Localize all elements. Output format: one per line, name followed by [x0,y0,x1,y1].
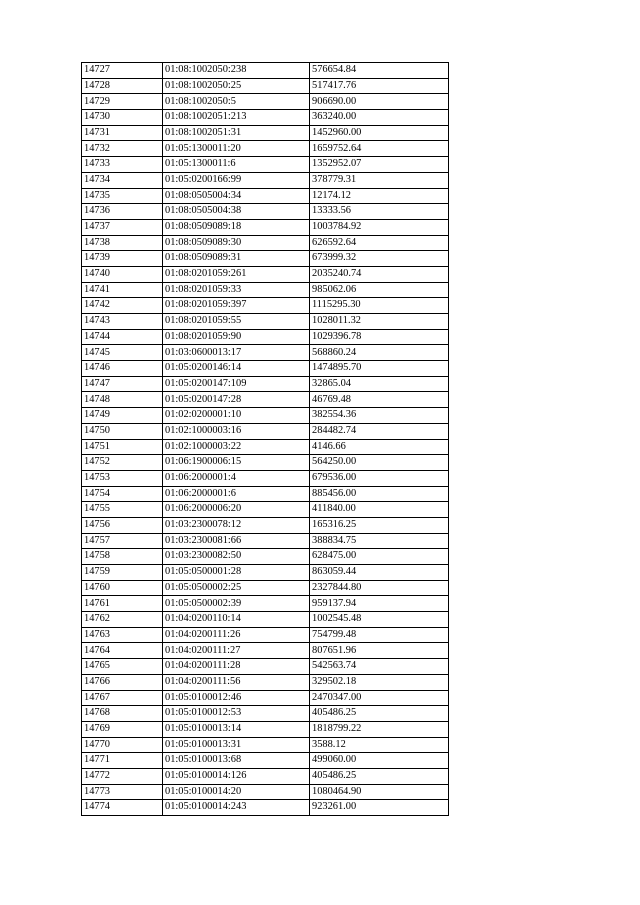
cadastral-number-cell: 01:05:0500002:39 [163,596,310,612]
table-row [82,455,449,471]
table-row [82,737,449,753]
cadastral-number-cell: 01:05:0500001:28 [163,565,310,581]
value-cell: 906690.00 [310,94,449,110]
cadastral-number-cell: 01:05:1300011:20 [163,141,310,157]
value-cell: 363240.00 [310,110,449,126]
row-number-cell: 14771 [82,753,163,769]
row-number-cell: 14766 [82,674,163,690]
table-row [82,392,449,408]
row-number-cell: 14733 [82,157,163,173]
table-row [82,63,449,79]
cadastral-number-cell: 01:04:0200111:56 [163,674,310,690]
table-row [82,753,449,769]
table-row [82,345,449,361]
cadastral-number-cell: 01:05:0500002:25 [163,580,310,596]
row-number-cell: 14747 [82,376,163,392]
value-cell: 1003784.92 [310,219,449,235]
cadastral-number-cell: 01:06:1900006:15 [163,455,310,471]
table-row [82,204,449,220]
row-number-cell: 14768 [82,706,163,722]
value-cell: 959137.94 [310,596,449,612]
value-cell: 1115295.30 [310,298,449,314]
table-row [82,188,449,204]
row-number-cell: 14732 [82,141,163,157]
value-cell: 885456.00 [310,486,449,502]
value-cell: 1452960.00 [310,125,449,141]
value-cell: 863059.44 [310,565,449,581]
table-row [82,376,449,392]
row-number-cell: 14746 [82,361,163,377]
value-cell: 1352952.07 [310,157,449,173]
table-row [82,219,449,235]
table-row [82,235,449,251]
value-cell: 32865.04 [310,376,449,392]
value-cell: 2035240.74 [310,266,449,282]
value-cell: 564250.00 [310,455,449,471]
row-number-cell: 14767 [82,690,163,706]
table-row [82,533,449,549]
value-cell: 4146.66 [310,439,449,455]
cadastral-number-cell: 01:08:0509089:31 [163,251,310,267]
table-row [82,706,449,722]
row-number-cell: 14743 [82,314,163,330]
table-row [82,517,449,533]
table-row [82,266,449,282]
cadastral-number-cell: 01:05:0100012:53 [163,706,310,722]
value-cell: 1002545.48 [310,612,449,628]
table-body [82,63,449,816]
table-row [82,486,449,502]
value-cell: 388834.75 [310,533,449,549]
cadastral-number-cell: 01:08:1002050:238 [163,63,310,79]
value-cell: 2470347.00 [310,690,449,706]
table-row [82,643,449,659]
value-cell: 923261.00 [310,800,449,816]
row-number-cell: 14748 [82,392,163,408]
value-cell: 576654.84 [310,63,449,79]
row-number-cell: 14752 [82,455,163,471]
cadastral-number-cell: 01:05:0100013:68 [163,753,310,769]
value-cell: 378779.31 [310,172,449,188]
cadastral-number-cell: 01:08:1002050:25 [163,78,310,94]
value-cell: 1659752.64 [310,141,449,157]
row-number-cell: 14759 [82,565,163,581]
row-number-cell: 14739 [82,251,163,267]
table-row [82,721,449,737]
row-number-cell: 14757 [82,533,163,549]
cadastral-number-cell: 01:05:0100014:243 [163,800,310,816]
cadastral-number-cell: 01:05:0100013:14 [163,721,310,737]
cadastral-number-cell: 01:03:2300081:66 [163,533,310,549]
row-number-cell: 14761 [82,596,163,612]
row-number-cell: 14764 [82,643,163,659]
table-row [82,784,449,800]
row-number-cell: 14731 [82,125,163,141]
cadastral-number-cell: 01:05:0100013:31 [163,737,310,753]
row-number-cell: 14741 [82,282,163,298]
cadastral-number-cell: 01:05:0200166:99 [163,172,310,188]
table-row [82,768,449,784]
table-row [82,141,449,157]
value-cell: 13333.56 [310,204,449,220]
cadastral-number-cell: 01:05:0100014:20 [163,784,310,800]
row-number-cell: 14750 [82,423,163,439]
cadastral-number-cell: 01:08:1002051:213 [163,110,310,126]
row-number-cell: 14758 [82,549,163,565]
row-number-cell: 14745 [82,345,163,361]
value-cell: 568860.24 [310,345,449,361]
cadastral-number-cell: 01:08:0505004:34 [163,188,310,204]
table-row [82,470,449,486]
row-number-cell: 14756 [82,517,163,533]
value-cell: 1080464.90 [310,784,449,800]
table-row [82,110,449,126]
table-row [82,157,449,173]
row-number-cell: 14744 [82,329,163,345]
table-row [82,659,449,675]
cadastral-number-cell: 01:04:0200111:27 [163,643,310,659]
table-row [82,800,449,816]
cadastral-number-cell: 01:08:0201059:261 [163,266,310,282]
row-number-cell: 14755 [82,502,163,518]
row-number-cell: 14772 [82,768,163,784]
table-row [82,314,449,330]
value-cell: 382554.36 [310,408,449,424]
cadastral-number-cell: 01:04:0200110:14 [163,612,310,628]
cadastral-number-cell: 01:08:0201059:90 [163,329,310,345]
table-row [82,251,449,267]
cadastral-number-cell: 01:06:2000001:6 [163,486,310,502]
cadastral-number-cell: 01:02:1000003:22 [163,439,310,455]
cadastral-number-cell: 01:05:0200147:28 [163,392,310,408]
cadastral-number-cell: 01:03:2300082:50 [163,549,310,565]
row-number-cell: 14734 [82,172,163,188]
cadastral-number-cell: 01:06:2000006:20 [163,502,310,518]
cadastral-number-cell: 01:06:2000001:4 [163,470,310,486]
cadastral-number-cell: 01:04:0200111:28 [163,659,310,675]
cadastral-number-cell: 01:08:0201059:33 [163,282,310,298]
row-number-cell: 14742 [82,298,163,314]
table-row [82,298,449,314]
value-cell: 329502.18 [310,674,449,690]
table-row [82,361,449,377]
row-number-cell: 14730 [82,110,163,126]
row-number-cell: 14754 [82,486,163,502]
table-row [82,612,449,628]
value-cell: 1029396.78 [310,329,449,345]
row-number-cell: 14729 [82,94,163,110]
value-cell: 2327844.80 [310,580,449,596]
table-row [82,282,449,298]
cadastral-number-cell: 01:02:1000003:16 [163,423,310,439]
table-row [82,690,449,706]
table-row [82,596,449,612]
cadastral-number-cell: 01:05:0100014:126 [163,768,310,784]
table-row [82,565,449,581]
value-cell: 985062.06 [310,282,449,298]
row-number-cell: 14770 [82,737,163,753]
cadastral-number-cell: 01:08:0509089:30 [163,235,310,251]
value-cell: 1474895.70 [310,361,449,377]
value-cell: 754799.48 [310,627,449,643]
value-cell: 807651.96 [310,643,449,659]
row-number-cell: 14769 [82,721,163,737]
table-row [82,580,449,596]
cadastral-number-cell: 01:08:1002050:5 [163,94,310,110]
cadastral-number-cell: 01:04:0200111:26 [163,627,310,643]
table-row [82,674,449,690]
row-number-cell: 14760 [82,580,163,596]
value-cell: 12174.12 [310,188,449,204]
row-number-cell: 14753 [82,470,163,486]
cadastral-number-cell: 01:08:0505004:38 [163,204,310,220]
value-cell: 499060.00 [310,753,449,769]
cadastral-number-cell: 01:05:1300011:6 [163,157,310,173]
row-number-cell: 14749 [82,408,163,424]
row-number-cell: 14774 [82,800,163,816]
row-number-cell: 14765 [82,659,163,675]
cadastral-number-cell: 01:05:0200147:109 [163,376,310,392]
value-cell: 165316.25 [310,517,449,533]
row-number-cell: 14740 [82,266,163,282]
row-number-cell: 14727 [82,63,163,79]
row-number-cell: 14738 [82,235,163,251]
value-cell: 679536.00 [310,470,449,486]
cadastral-number-cell: 01:08:0201059:397 [163,298,310,314]
value-cell: 542563.74 [310,659,449,675]
row-number-cell: 14763 [82,627,163,643]
row-number-cell: 14735 [82,188,163,204]
row-number-cell: 14728 [82,78,163,94]
table-row [82,172,449,188]
row-number-cell: 14736 [82,204,163,220]
table-row [82,94,449,110]
value-cell: 626592.64 [310,235,449,251]
cadastral-number-cell: 01:05:0200146:14 [163,361,310,377]
value-cell: 673999.32 [310,251,449,267]
value-cell: 1818799.22 [310,721,449,737]
value-cell: 517417.76 [310,78,449,94]
table-row [82,439,449,455]
table-row [82,549,449,565]
cadastral-number-cell: 01:03:0600013:17 [163,345,310,361]
row-number-cell: 14737 [82,219,163,235]
table-row [82,502,449,518]
value-cell: 628475.00 [310,549,449,565]
cadastral-number-cell: 01:08:1002051:31 [163,125,310,141]
table-row [82,329,449,345]
row-number-cell: 14773 [82,784,163,800]
value-cell: 405486.25 [310,706,449,722]
value-cell: 46769.48 [310,392,449,408]
cadastral-number-cell: 01:08:0201059:55 [163,314,310,330]
value-cell: 405486.25 [310,768,449,784]
table-row [82,423,449,439]
value-cell: 1028011.32 [310,314,449,330]
cadastral-value-table [81,62,449,816]
value-cell: 3588.12 [310,737,449,753]
value-cell: 284482.74 [310,423,449,439]
cadastral-number-cell: 01:08:0509089:18 [163,219,310,235]
table-row [82,627,449,643]
table-row [82,78,449,94]
table-row [82,408,449,424]
cadastral-number-cell: 01:02:0200001:10 [163,408,310,424]
cadastral-number-cell: 01:03:2300078:12 [163,517,310,533]
row-number-cell: 14751 [82,439,163,455]
value-cell: 411840.00 [310,502,449,518]
table-row [82,125,449,141]
row-number-cell: 14762 [82,612,163,628]
cadastral-number-cell: 01:05:0100012:46 [163,690,310,706]
